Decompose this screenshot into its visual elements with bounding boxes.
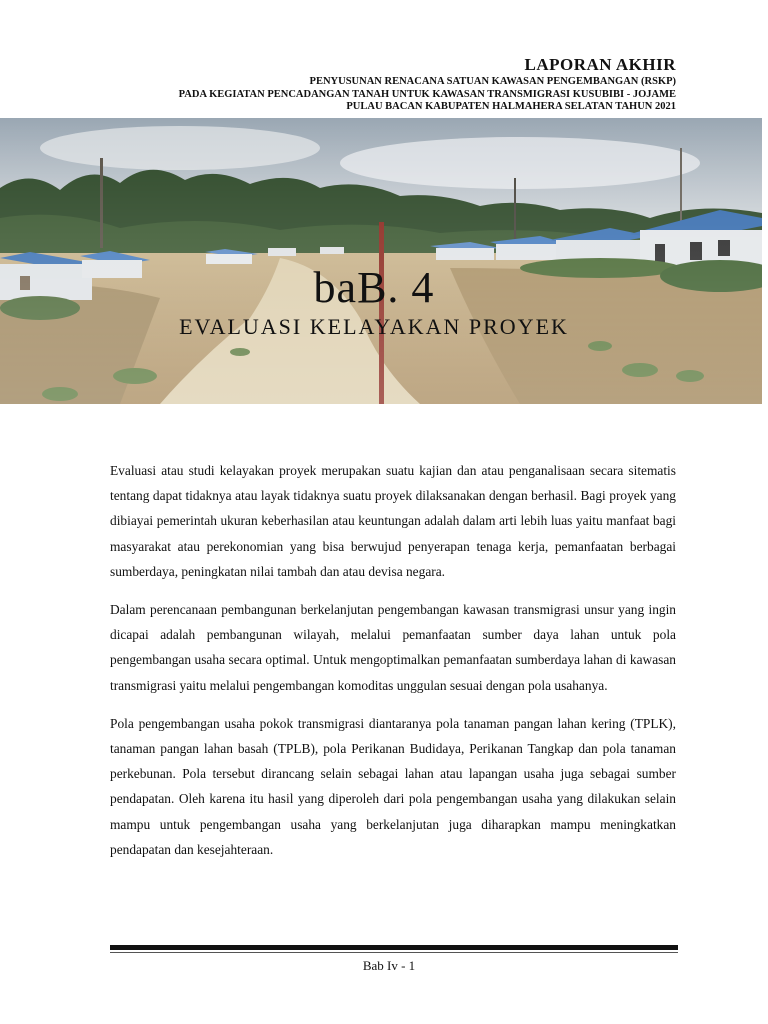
chapter-number: baB. 4 [313,263,435,312]
report-subtitle-line-1: PENYUSUNAN RENACANA SATUAN KAWASAN PENGEMBANGAN (RSKP) [309,76,676,87]
report-subtitle-line-3: PULAU BACAN KABUPATEN HALMAHERA SELATAN TAHUN 2021 [346,101,676,112]
footer-rule [110,945,678,950]
page-number: Bab Iv - 1 [362,958,416,973]
paragraph-2: Dalam perencanaan pembangunan berkelanjutan pengembangan kawasan transmigrasi unsur yang ingin dicapai adalah pembangunan wilayah, melalui pemanfaatan sumber daya lahan untuk pola pengembangan usaha secara optimal. Untuk mengoptimalkan pemanfaatan sumberdaya lahan di kawasan transmigrasi yaitu melalui pengembangan komoditas unggulan sesuai dengan pola usahanya. [110,602,676,693]
paragraph-3: Pola pengembangan usaha pokok transmigrasi diantaranya pola tanaman pangan lahan kering (TPLK), tanaman pangan lahan basah (TPLB), pola Perikanan Budidaya, Perikanan Tangkap dan pola tanaman perkebunan. Pola tersebut dirancang selain sebagai lahan atau lapangan usaha juga sebagai sumber pendapatan. Oleh karena itu hasil yang diperoleh dari pola pengembangan usaha yang dilakukan selain mampu untuk pengembangan usaha yang berkelanjutan juga diharapkan mampu meningkatkan pendapatan dan kesejahteraan. [110,715,676,857]
transmigration-settlement-photo [0,118,762,404]
report-title: LAPORAN AKHIR [524,55,676,74]
paragraph-1: Evaluasi atau studi kelayakan proyek merupakan suatu kajian dan atau penganalisaan secara sitematis tentang dapat tidaknya atau layak tidaknya suatu proyek dilaksanakan dengan berhasil. Bagi proyek yang dibiayai pemerintah ukuran keberhasilan atau keuntungan adalah dalam arti lebih luas yaitu manfaat bagi masyarakat atau perekonomian yang bisa berwujud penyerapan tenaga kerja, pemanfaatan berbagai sumberdaya, peningkatan nilai tambah dan atau devisa negara. [110,463,676,579]
chapter-banner-photo [0,118,762,404]
report-header [179,54,676,114]
report-subtitle-line-2: PADA KEGIATAN PENCADANGAN TANAH UNTUK KAWASAN TRANSMIGRASI KUSUBIBI - JOJAME [178,88,676,100]
footer-rule-thin [110,952,678,953]
chapter-body [110,458,676,875]
chapter-title: EVALUASI KELAYAKAN PROYEK [179,314,569,339]
